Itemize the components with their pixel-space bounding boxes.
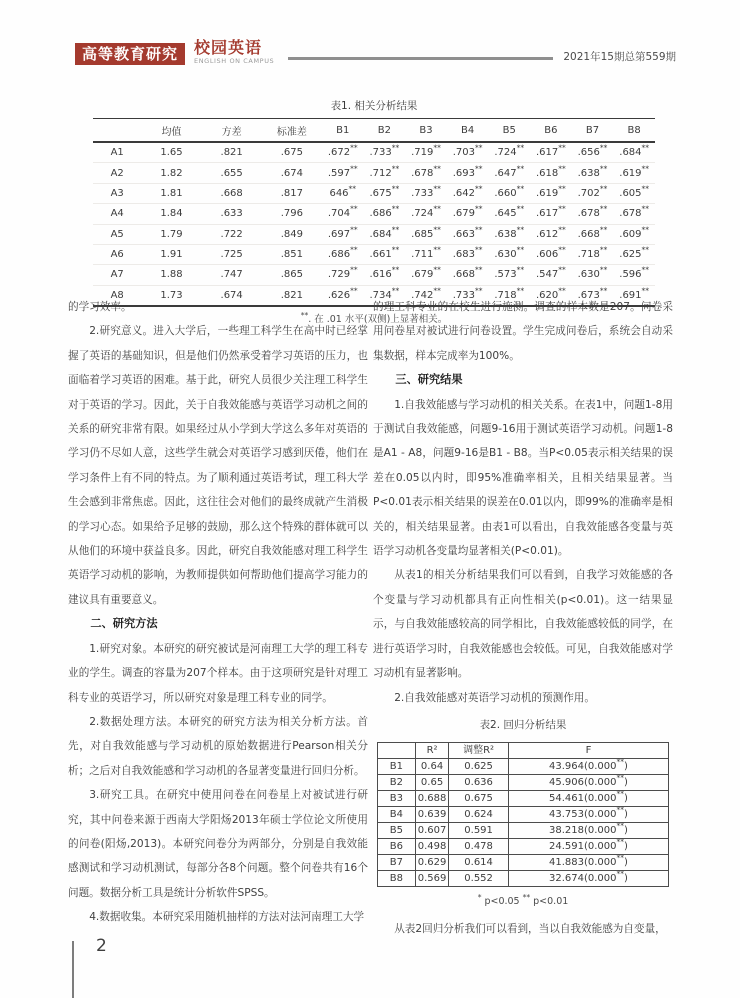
table-cell: .821 — [262, 285, 322, 306]
correlation-table-section — [93, 98, 655, 325]
journal-section-badge: 高等教育研究 — [75, 43, 185, 65]
table-cell: 0.591 — [449, 823, 509, 839]
table1-header — [93, 119, 655, 143]
table-cell: 1.84 — [141, 204, 201, 224]
table-cell: B5 — [378, 823, 416, 839]
table-cell: 24.591(0.000**) — [508, 839, 668, 855]
table-cell: .617** — [530, 204, 572, 224]
table-cell: 0.498 — [415, 839, 448, 855]
paragraph: 的学习效率。 — [68, 301, 132, 313]
table-row — [378, 775, 669, 791]
page-header — [75, 40, 676, 65]
table-cell: .693** — [447, 163, 489, 183]
table-cell: .712** — [364, 163, 406, 183]
table1-body — [93, 142, 655, 306]
table-cell: .733** — [447, 285, 489, 306]
table-cell: .660** — [488, 183, 530, 203]
table-cell: .645** — [488, 204, 530, 224]
table-cell: A1 — [93, 142, 141, 163]
table-cell: .573** — [488, 265, 530, 285]
paragraph: 2.研究意义。进入大学后，一些理工科学生在高中时已经掌握了英语的基础知识，但是他们仍然承受着学习英语的压力，也面临着学习英语的困难。基于此，研究人员很少关注理工科学生对于英语的学习。因此，关于自我效能感与英语学习动机之间的关系的研究非常有限。如果经过从小学到大学这么多年对英语的学习仍不尽如人意，这些学生就会对英语学习感到厌倦，他们在学习条件上有不同的特点。为了顺利通过英语考试，理工科大学生会感到非常焦虑。因此，这往往会对他们的最终成就产生消极的学习心态。如果给予足够的鼓励，那么这个特殊的群体就可以从他们的环境中获益良多。因此，研究自我效能感对理工科学生英语学习动机的影响，为教师提供如何帮助他们提高学习能力的建议具有重要意义。 — [68, 325, 368, 606]
table-cell: .678** — [572, 204, 614, 224]
paragraph: 从表2回归分析我们可以看到，当以自我效能感为自变量， — [394, 922, 666, 935]
column-header: 方差 — [202, 119, 262, 143]
table-row — [93, 163, 655, 183]
column-header: B1 — [322, 119, 364, 143]
table-cell: .729** — [322, 265, 364, 285]
table-row — [93, 244, 655, 264]
table-cell: 0.607 — [415, 823, 448, 839]
table-cell: .704** — [322, 204, 364, 224]
column-header: B7 — [572, 119, 614, 143]
table-cell: .616** — [364, 265, 406, 285]
table-cell: .619** — [530, 183, 572, 203]
table-cell: 0.624 — [449, 807, 509, 823]
journal-logo-title: 校园英语 — [194, 38, 263, 57]
table-cell: .647** — [488, 163, 530, 183]
page-number: 2 — [96, 936, 107, 956]
column-header — [93, 119, 141, 143]
table-cell: .711** — [405, 244, 447, 264]
table-cell: .606** — [530, 244, 572, 264]
table-row — [93, 224, 655, 244]
table-cell: .630** — [488, 244, 530, 264]
correlation-table — [93, 118, 655, 307]
table2-header — [378, 743, 669, 759]
column-header: B6 — [530, 119, 572, 143]
table-row — [378, 759, 669, 775]
table-cell: .638** — [572, 163, 614, 183]
header-divider — [288, 57, 553, 60]
table-cell: .733** — [364, 142, 406, 163]
column-header: 调整R² — [449, 743, 509, 759]
table-cell: 0.629 — [415, 855, 448, 871]
table-cell: .742** — [405, 285, 447, 306]
table-cell: A4 — [93, 204, 141, 224]
table-cell: 1.88 — [141, 265, 201, 285]
paragraph: 1.研究对象。本研究的研究被试是河南理工大学的理工科专业的学生。调查的容量为207个样本。由于这项研究是针对理工科专业的英语学习，所以研究对象是理工科专业的同学。 — [68, 642, 368, 704]
table-cell: .685** — [405, 224, 447, 244]
table-cell: 0.675 — [449, 791, 509, 807]
table-cell: .734** — [364, 285, 406, 306]
table-cell: .702** — [572, 183, 614, 203]
table-cell: .683** — [447, 244, 489, 264]
paragraph: 3.研究工具。在研究中使用问卷在问卷星上对被试进行研究，其中问卷来源于西南大学阳炀2013年硕士学位论文所使用的问卷(阳炀,2013)。本研究问卷分为两部分，分别是自我效能感测试和学习动机测试，每部分各8个问题。整个问卷共有16个问题。数据分析工具是统计分析软件SPSS。 — [68, 789, 368, 899]
table-cell: 41.883(0.000**) — [508, 855, 668, 871]
column-header: B3 — [405, 119, 447, 143]
column-header — [378, 743, 416, 759]
table-cell: 1.65 — [141, 142, 201, 163]
table-cell: 1.82 — [141, 163, 201, 183]
table-cell: 0.639 — [415, 807, 448, 823]
table-cell: 1.81 — [141, 183, 201, 203]
table-row — [378, 855, 669, 871]
table-cell: .821 — [202, 142, 262, 163]
table-cell: .851 — [262, 244, 322, 264]
table-row — [378, 807, 669, 823]
table-cell: .719** — [405, 142, 447, 163]
table-cell: 0.614 — [449, 855, 509, 871]
table-cell: .630** — [572, 265, 614, 285]
table-cell: A7 — [93, 265, 141, 285]
table-cell: .547** — [530, 265, 572, 285]
table-cell: B7 — [378, 855, 416, 871]
table-cell: .684** — [364, 224, 406, 244]
table-cell: 1.79 — [141, 224, 201, 244]
journal-logo-subtitle: ENGLISH ON CAMPUS — [194, 57, 275, 65]
table-cell: .724** — [405, 204, 447, 224]
table-cell: .722 — [202, 224, 262, 244]
section-heading: 二、研究方法 — [90, 617, 158, 631]
column-header: 均值 — [141, 119, 201, 143]
column-header: 标准差 — [262, 119, 322, 143]
table-row — [378, 871, 669, 887]
table-cell: .718** — [572, 244, 614, 264]
table-cell: .668** — [447, 265, 489, 285]
paragraph: 2.自我效能感对英语学习动机的预测作用。 — [394, 691, 595, 704]
table-cell: .605** — [613, 183, 655, 203]
table-cell: .673** — [572, 285, 614, 306]
table-cell: A2 — [93, 163, 141, 183]
regression-table-section — [373, 713, 673, 915]
table-cell: 43.753(0.000**) — [508, 807, 668, 823]
paragraph: 从表1的相关分析结果我们可以看到，自我学习效能感的各个变量与学习动机都具有正向性相关(p<0.01)。这一结果显示，与自我效能感较高的同学相比，自我效能感较低的同学，在进行英语学习时，自我效能感也会较低。可见，自我效能感对学习动机有显著影响。 — [373, 569, 673, 680]
table-cell: 0.478 — [449, 839, 509, 855]
table-cell: .686** — [322, 244, 364, 264]
issue-info: 2021年15期总第559期 — [563, 50, 676, 63]
table1-header-row — [93, 119, 655, 143]
table-cell: .663** — [447, 224, 489, 244]
table-row — [93, 204, 655, 224]
table-cell: 38.218(0.000**) — [508, 823, 668, 839]
body-column-right — [373, 295, 673, 955]
table-cell: 1.91 — [141, 244, 201, 264]
table-cell: .618** — [530, 163, 572, 183]
table-cell: .638** — [488, 224, 530, 244]
table-cell: .817 — [262, 183, 322, 203]
body-column-left — [68, 295, 368, 955]
table-cell: B2 — [378, 775, 416, 791]
table-cell: .796 — [262, 204, 322, 224]
journal-logo — [194, 40, 274, 65]
table-row — [93, 183, 655, 203]
table-cell: .718** — [488, 285, 530, 306]
column-header: B8 — [613, 119, 655, 143]
table-cell: .678** — [405, 163, 447, 183]
regression-table — [377, 742, 669, 887]
table-cell: .678** — [613, 204, 655, 224]
table-cell: B1 — [378, 759, 416, 775]
table-cell: .674 — [202, 285, 262, 306]
table-cell: 54.461(0.000**) — [508, 791, 668, 807]
table-cell: .849 — [262, 224, 322, 244]
footer-rule — [72, 941, 74, 998]
table-cell: .633 — [202, 204, 262, 224]
table-cell: B4 — [378, 807, 416, 823]
table-cell: .620** — [530, 285, 572, 306]
table-cell: .747 — [202, 265, 262, 285]
table-cell: .697** — [322, 224, 364, 244]
table-cell: .655 — [202, 163, 262, 183]
table-cell: .865 — [262, 265, 322, 285]
table-cell: .724** — [488, 142, 530, 163]
table-cell: 0.552 — [449, 871, 509, 887]
table-cell: .656** — [572, 142, 614, 163]
table-cell: .642** — [447, 183, 489, 203]
table-row — [378, 791, 669, 807]
right-column-text-bottom — [373, 917, 673, 941]
table2-body — [378, 759, 669, 887]
table-cell: A6 — [93, 244, 141, 264]
table-cell: 0.636 — [449, 775, 509, 791]
table-row — [93, 142, 655, 163]
paragraph: 4.数据收集。本研究采用随机抽样的方法对法河南理工大学 — [89, 911, 365, 924]
table-cell: .626** — [322, 285, 364, 306]
table-cell: B8 — [378, 871, 416, 887]
table-cell: .679** — [447, 204, 489, 224]
table-cell: 32.674(0.000**) — [508, 871, 668, 887]
table-cell: .703** — [447, 142, 489, 163]
table-cell: .597** — [322, 163, 364, 183]
table2-title: 表2. 回归分析结果 — [479, 718, 567, 731]
table-cell: 1.73 — [141, 285, 201, 306]
paragraph: 1.自我效能感与学习动机的相关关系。在表1中，问题1-8用于测试自我效能感，问题9-16用于测试英语学习动机。问题1-8是A1 - A8，问题9-16是B1 - B8。当P<0.05表示相关结果的误差在0.05以内时，即95%准确率相关，且相关结果显著。当P<0.01表示相关结果的误差在0.01以内，即99%的准确率是相关的，相关结果显著。由表1可以看出，自我效能感各变量与英语学习动机各变量均显著相关(P<0.01)。 — [373, 398, 673, 558]
table-cell: .686** — [364, 204, 406, 224]
table2-footnote: * p<0.05 ** p<0.01 — [477, 893, 569, 908]
table-cell: .672** — [322, 142, 364, 163]
table-cell: 43.964(0.000**) — [508, 759, 668, 775]
section-heading: 三、研究结果 — [395, 373, 463, 387]
table-cell: .609** — [613, 224, 655, 244]
table1-title: 表1. 相关分析结果 — [330, 100, 418, 112]
table-cell: .668** — [572, 224, 614, 244]
table-cell: .674 — [262, 163, 322, 183]
table-cell: .668 — [202, 183, 262, 203]
table-cell: 0.569 — [415, 871, 448, 887]
table2-header-row — [378, 743, 669, 759]
right-column-text-top — [373, 295, 673, 710]
table-row — [378, 839, 669, 855]
table1-footnote: **. 在 .01 水平(双侧)上显著相关。 — [300, 310, 448, 325]
table-cell: 0.64 — [415, 759, 448, 775]
table-cell: .675 — [262, 142, 322, 163]
column-header: B5 — [488, 119, 530, 143]
table-cell: .596** — [613, 265, 655, 285]
table-cell: 0.65 — [415, 775, 448, 791]
paragraph: 2.数据处理方法。本研究的研究方法为相关分析方法。首先，对自我效能感与学习动机的原始数据进行Pearson相关分析；之后对自我效能感和学习动机的各显著变量进行回归分析。 — [68, 715, 368, 777]
table-cell: A8 — [93, 285, 141, 306]
table-cell: .679** — [405, 265, 447, 285]
column-header: B4 — [447, 119, 489, 143]
table-row — [93, 265, 655, 285]
table-cell: .617** — [530, 142, 572, 163]
table-cell: B6 — [378, 839, 416, 855]
table-cell: B3 — [378, 791, 416, 807]
paragraph: 的理工科专业的在校生进行施测。调查的样本数是207。问卷采用问卷星对被试进行问卷设置。学生完成问卷后，系统会自动采集数据，样本完成率为100%。 — [373, 301, 673, 362]
table-cell: A3 — [93, 183, 141, 203]
table-cell: .612** — [530, 224, 572, 244]
table-row — [378, 823, 669, 839]
column-header: R² — [415, 743, 448, 759]
table-cell: .733** — [405, 183, 447, 203]
table-cell: 0.688 — [415, 791, 448, 807]
table-cell: .725 — [202, 244, 262, 264]
table-cell: .619** — [613, 163, 655, 183]
table-cell: 646** — [322, 183, 364, 203]
table-cell: 45.906(0.000**) — [508, 775, 668, 791]
table-cell: .661** — [364, 244, 406, 264]
table-cell: .675** — [364, 183, 406, 203]
table-cell: A5 — [93, 224, 141, 244]
column-header: F — [508, 743, 668, 759]
table-cell: .625** — [613, 244, 655, 264]
column-header: B2 — [364, 119, 406, 143]
table-cell: .691** — [613, 285, 655, 306]
table-cell: .684** — [613, 142, 655, 163]
table-cell: 0.625 — [449, 759, 509, 775]
